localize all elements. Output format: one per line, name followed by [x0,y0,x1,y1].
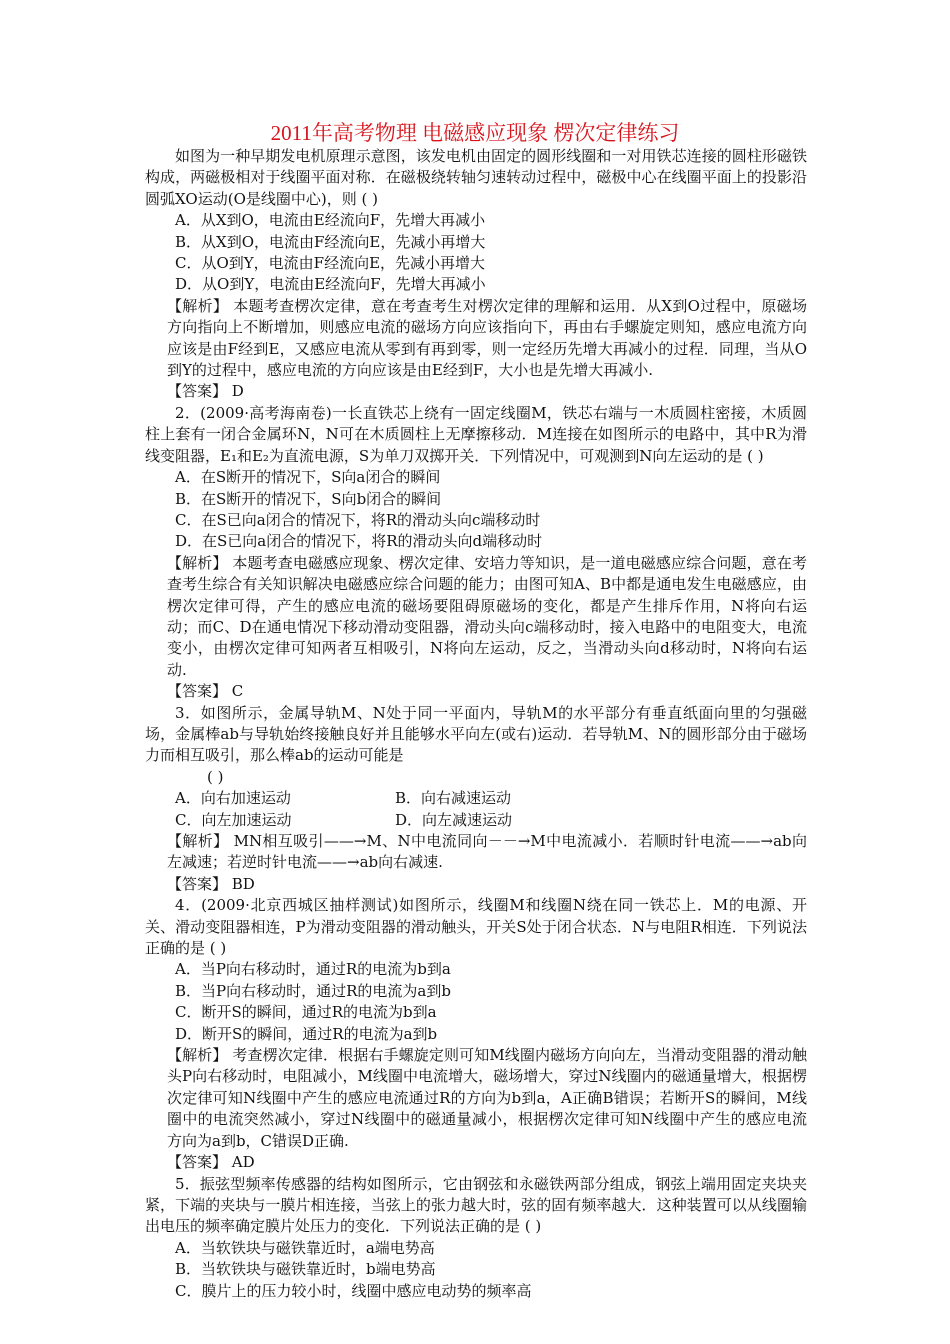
document-title: 2011年高考物理 电磁感应现象 楞次定律练习 [270,121,680,145]
analysis-text: 【解析】 MN相互吸引——→M、N中电流同向－－→M中电流减小．若顺时针电流——→ab向左减速；若逆时针电流——→ab向右减速. [167,832,807,872]
analysis-text: 【解析】 本题考查电磁感应现象、楞次定律、安培力等知识，是一道电磁感应综合问题，意在考查考生综合有关知识解决电磁感应综合问题的能力；由图可知A、B中都是通电发生电磁感应，由楞次定律可得，产生的感应电流的磁场要阻碍原磁场的变化，都是产生排斥作用，N将向右运动；而C、D在通电情况下移动滑动变阻器，滑动头向c端移动时，接入电路中的电阻变大，电流变小，由楞次定律可知两者互相吸引，N将向左运动，反之，当滑动头向d移动时，N将向右运动. [167,553,807,679]
option-pair [145,788,807,809]
option-text: C．在S已向a闭合的情况下，将R的滑动头向c端移动时 [175,510,541,529]
option-text: D．在S已向a闭合的情况下，将R的滑动头向d端移动时 [175,532,543,551]
option-text: B．向右减速运动 [395,789,512,808]
option-text: D．断开S的瞬间，通过R的电流为a到b [175,1024,438,1043]
answer-paren: ( ) [207,767,224,786]
analysis-text: 【答案】 BD [167,874,255,893]
option-text: B．当P向右移动时，通过R的电流为a到b [175,981,451,1000]
option-pair [145,810,807,831]
option-text: A．在S断开的情况下，S向a闭合的瞬间 [175,468,441,487]
option-text: A．从X到O，电流由E经流向F，先增大再减小 [175,211,486,230]
option-text: C．断开S的瞬间，通过R的电流为b到a [175,1003,437,1022]
option-text: A．当软铁块与磁铁靠近时，a端电势高 [175,1238,435,1257]
document-body [145,146,807,1302]
option-text: C．膜片上的压力较小时，线圈中感应电动势的频率高 [175,1281,532,1300]
analysis-text: 【答案】 C [167,682,244,701]
option-text: A．当P向右移动时，通过R的电流为b到a [175,960,451,979]
option-text: B．从X到O，电流由F经流向E，先减小再增大 [175,232,486,251]
option-text: C．向左加速运动 [175,810,292,829]
question-text: 4．(2009·北京西城区抽样测试)如图所示，线圈M和线圈N绕在同一铁芯上．M的电源、开关、滑动变阻器相连，P为滑动变阻器的滑动触头，开关S处于闭合状态．N与电阻R相连．下列说法正确的是 ( ) [145,896,807,958]
question-text: 5．振弦型频率传感器的结构如图所示，它由钢弦和永磁铁两部分组成，钢弦上端用固定夹块夹紧，下端的夹块与一膜片相连接，当弦上的张力越大时，弦的固有频率越大．这种装置可以从线圈输出电压的频率确定膜片处压力的变化．下列说法正确的是 ( ) [145,1174,807,1236]
option-text: B．当软铁块与磁铁靠近时，b端电势高 [175,1260,436,1279]
option-text: A．向右加速运动 [175,789,291,808]
question-text: 如图为一种早期发电机原理示意图，该发电机由固定的圆形线圈和一对用铁芯连接的圆柱形磁铁构成，两磁极相对于线圈平面对称．在磁极绕转轴匀速转动过程中，磁极中心在线圈平面上的投影沿圆弧XO运动(O是线圈中心)，则 ( ) [145,147,807,208]
analysis-text: 【答案】 D [167,382,244,401]
option-text: D．向左减速运动 [395,810,513,829]
option-text: B．在S断开的情况下，S向b闭合的瞬间 [175,489,442,508]
analysis-text: 【解析】 考查楞次定律．根据右手螺旋定则可知M线圈内磁场方向向左，当滑动变阻器的滑动触头P向右移动时，电阻减小，M线圈中电流增大，磁场增大，穿过N线圈内的磁通量增大，根据楞次定律可知N线圈中产生的感应电流通过R的方向为b到a，A正确B错误；若断开S的瞬间，M线圈中的电流突然减小，穿过N线圈中的磁通量减小，根据楞次定律可知N线圈中产生的感应电流方向为a到b，C错误D正确. [167,1046,807,1150]
analysis-text: 【答案】 AD [167,1153,255,1172]
option-text: C．从O到Y，电流由F经流向E，先减小再增大 [175,254,486,273]
question-text: 3．如图所示，金属导轨M、N处于同一平面内，导轨M的水平部分有垂直纸面向里的匀强磁场，金属棒ab与导轨始终接触良好并且能够水平向左(或右)运动．若导轨M、N的圆形部分由于磁场力而相互吸引，那么棒ab的运动可能是 [145,703,807,765]
option-text: D．从O到Y，电流由E经流向F，先增大再减小 [175,275,486,294]
analysis-text: 【解析】 本题考查楞次定律，意在考查考生对楞次定律的理解和运用．从X到O过程中，原磁场方向指向上不断增加，则感应电流的磁场方向应该指向下，再由右手螺旋定则知，感应电流方向应该是由F经到E，又感应电流从零到有再到零，则一定经历先增大再减小的过程．同理，当从O到Y的过程中，感应电流的方向应该是由E经到F，大小也是先增大再减小. [167,296,807,380]
question-text: 2．(2009·高考海南卷)一长直铁芯上绕有一固定线圈M，铁芯右端与一木质圆柱密接，木质圆柱上套有一闭合金属环N，N可在木质圆柱上无摩擦移动．M连接在如图所示的电路中，其中R为滑线变阻器，E₁和E₂为直流电源，S为单刀双掷开关．下列情况中，可观测到N向左运动的是 ( ) [145,403,807,465]
